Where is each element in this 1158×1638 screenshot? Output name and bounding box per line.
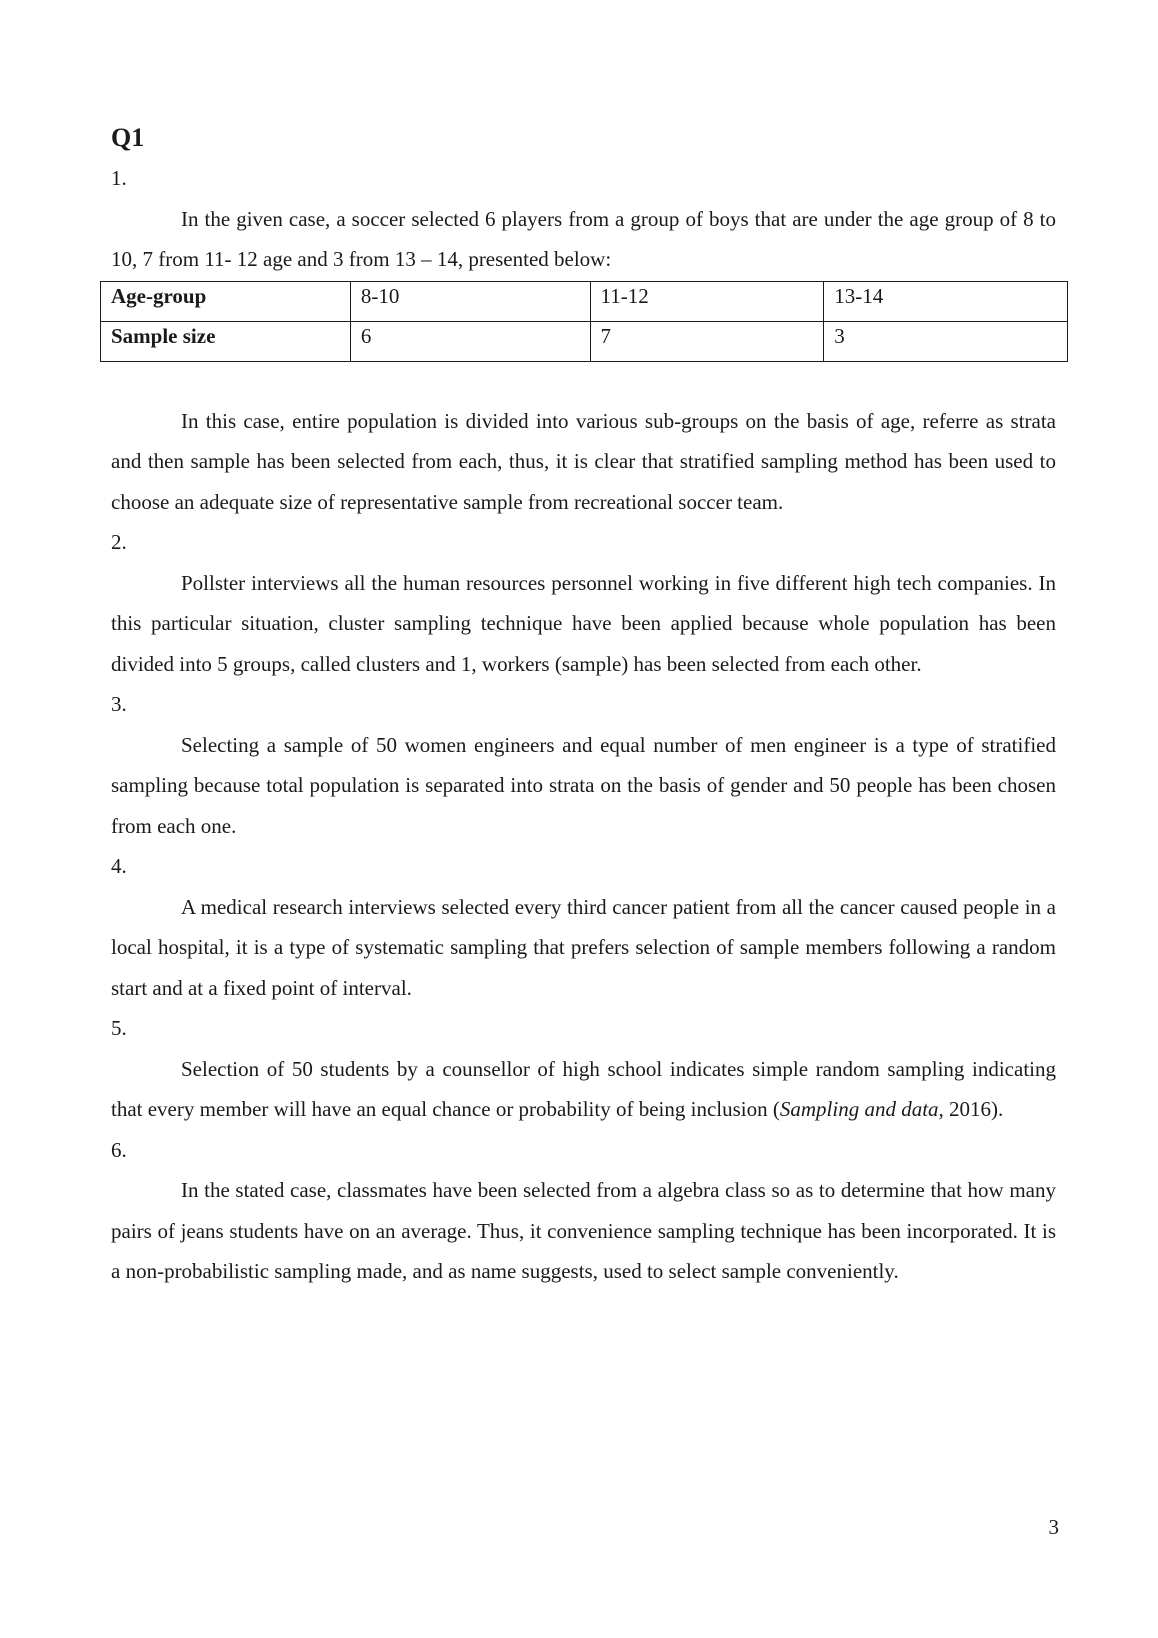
item-paragraph-1: In the given case, a soccer selected 6 players from a group of boys that are under the age group of 8 to 10, 7 from 11- 12 age and 3 from 13 – 14, presented below: — [111, 206, 1056, 271]
item-paragraph-2: Pollster interviews all the human resources personnel working in five different high tech companies. In this particular situation, cluster sampling technique have been applied because whole population has been divided into 5 groups, called clusters and 1, workers (sample) has been selected from each other. — [111, 570, 1056, 676]
item-number-2: 2. — [111, 530, 127, 554]
table-header-cell: Age-group — [101, 281, 351, 321]
item-number-3: 3. — [111, 692, 127, 716]
after-table-paragraph: In this case, entire population is divided into various sub-groups on the basis of age, referre as strata and then sample has been selected from each, thus, it is clear that stratified sampling method has been used to choose an adequate size of representative sample from recreational soccer team. — [111, 408, 1056, 514]
item-paragraph-3: Selecting a sample of 50 women engineers and equal number of men engineer is a type of stratified sampling because total population is separated into strata on the basis of gender and 50 people has been chosen from each one. — [111, 732, 1056, 838]
table-cell: 3 — [824, 321, 1068, 361]
table-header-cell: Sample size — [101, 321, 351, 361]
page-content — [111, 118, 1056, 1292]
paragraph-text: Selection of 50 students by a counsellor of high school indicates simple random sampling indicating that every member will have an equal chance or probability of being inclusion ( — [111, 1056, 1056, 1121]
table-cell: 11-12 — [590, 281, 824, 321]
table-cell: 7 — [590, 321, 824, 361]
page-number: 3 — [1048, 1515, 1059, 1539]
question-heading: Q1 — [111, 123, 145, 152]
age-group-table — [100, 281, 1068, 362]
table-cell: 6 — [350, 321, 590, 361]
table-row — [101, 321, 1068, 361]
item-number-6: 6. — [111, 1137, 127, 1162]
table-cell: 13-14 — [824, 281, 1068, 321]
table-cell: 8-10 — [350, 281, 590, 321]
item-paragraph-4: A medical research interviews selected every third cancer patient from all the cancer caused people in a local hospital, it is a type of systematic sampling that prefers selection of sample members following a random start and at a fixed point of interval. — [111, 894, 1056, 1000]
citation-title: Sampling and data — [779, 1097, 939, 1121]
item-number-4: 4. — [111, 854, 127, 878]
table-row — [101, 281, 1068, 321]
item-number-5: 5. — [111, 1016, 127, 1040]
item-paragraph-5 — [111, 1049, 1056, 1130]
paragraph-text: , 2016). — [938, 1097, 1004, 1121]
item-number-1: 1. — [111, 166, 127, 190]
item-paragraph-6: In the stated case, classmates have been selected from a algebra class so as to determine that how many pairs of jeans students have on an average. Thus, it convenience sampling technique has been incorporated. It is a non-probabilistic sampling made, and as name suggests, used to select sample conveniently. — [111, 1178, 1056, 1283]
